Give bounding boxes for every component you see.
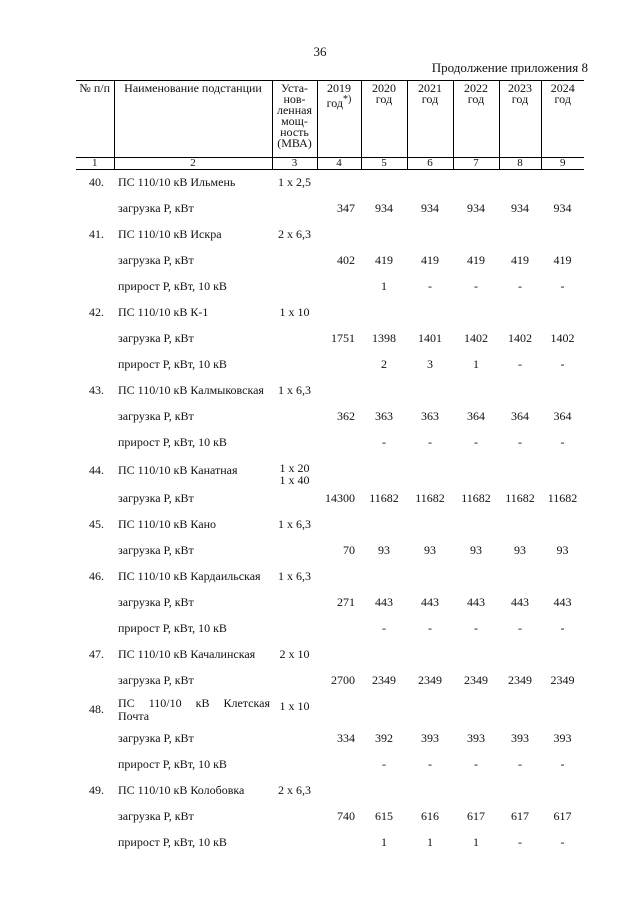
table-row (76, 564, 584, 590)
page-number: 36 (313, 44, 327, 59)
row-value-2023: 11682 (505, 491, 535, 505)
row-number: 42. (89, 305, 104, 319)
row-name: прирост Р, кВт, 10 кВ (118, 435, 227, 449)
row-value-2023 (499, 642, 541, 668)
row-value-2023: 934 (511, 201, 529, 215)
header-year-2024: 2024 год (541, 81, 584, 158)
table-row (76, 752, 584, 778)
row-value-2020: 1 (381, 835, 387, 849)
row-capacity (272, 486, 317, 512)
row-value-2022 (453, 300, 499, 326)
row-capacity (272, 804, 317, 830)
row-capacity (272, 616, 317, 642)
row-name: загрузка Р, кВт (118, 673, 194, 687)
row-value-2020 (361, 300, 407, 326)
row-number (76, 430, 114, 456)
row-number: 40. (89, 175, 104, 190)
row-capacity (272, 274, 317, 300)
row-value-2019 (317, 456, 361, 486)
row-capacity (272, 196, 317, 222)
row-value-2021: 419 (421, 253, 439, 267)
row-capacity: 2 х 6,3 (278, 782, 311, 797)
row-capacity (272, 590, 317, 616)
row-name: ПС 110/10 кВ Искра (118, 227, 222, 241)
row-value-2020 (361, 378, 407, 404)
table-row (76, 590, 584, 616)
row-value-2021: 2349 (418, 673, 442, 687)
row-value-2021: 443 (421, 595, 439, 609)
row-number (76, 668, 114, 694)
row-value-2019 (317, 564, 361, 590)
row-value-2019: 362 (337, 409, 355, 423)
row-value-2019 (317, 274, 361, 300)
row-name: загрузка Р, кВт (118, 253, 194, 267)
row-value-2024 (541, 512, 584, 538)
row-number: 43. (89, 383, 104, 397)
row-value-2023: - (518, 435, 522, 449)
row-value-2022 (453, 564, 499, 590)
row-value-2021: 3 (427, 357, 433, 371)
row-value-2024: 419 (553, 253, 572, 267)
header-year-2022: 2022 год (453, 81, 499, 158)
row-value-2021 (407, 378, 453, 404)
footnote-mark: *) (343, 94, 352, 105)
row-value-2022: - (474, 757, 478, 771)
row-value-2023 (499, 512, 541, 538)
row-name: ПС 110/10 кВ Качалинская (118, 647, 256, 661)
row-value-2022 (453, 642, 499, 668)
continuation-label: Продолжение приложения 8 (431, 60, 588, 75)
row-value-2024 (541, 564, 584, 590)
row-value-2024 (541, 642, 584, 668)
row-value-2020: 615 (375, 809, 393, 823)
table-body (76, 170, 584, 856)
row-value-2023: 617 (511, 809, 529, 823)
row-name: загрузка Р, кВт (118, 809, 194, 823)
row-name: ПС 110/10 кВ Канатная (118, 463, 238, 477)
row-value-2019: 1751 (331, 331, 355, 345)
row-number: 41. (89, 227, 104, 241)
row-value-2023: 2349 (508, 673, 532, 687)
row-value-2020: - (382, 435, 386, 449)
table-row (76, 352, 584, 378)
row-value-2019: 2700 (331, 673, 355, 687)
row-value-2019 (317, 430, 361, 456)
row-value-2019 (317, 752, 361, 778)
row-value-2022: 617 (467, 809, 485, 823)
row-value-2023: 1402 (508, 331, 532, 345)
row-name: загрузка Р, кВт (118, 491, 194, 505)
col-number: 4 (317, 158, 361, 170)
row-value-2020 (361, 564, 407, 590)
row-value-2023: - (518, 757, 522, 771)
row-value-2020 (361, 170, 407, 196)
row-value-2022: 393 (467, 731, 485, 745)
row-value-2024: 934 (553, 201, 572, 215)
row-value-2022: - (474, 435, 478, 449)
row-capacity (272, 326, 317, 352)
row-value-2024 (541, 456, 584, 486)
table-row (76, 668, 584, 694)
row-number (76, 830, 114, 856)
row-number (76, 352, 114, 378)
row-value-2021: 934 (421, 201, 439, 215)
row-number (76, 486, 114, 512)
row-value-2022: - (474, 621, 478, 635)
table-row (76, 694, 584, 726)
row-name: ПС 110/10 кВ Колобовка (118, 783, 245, 797)
header-name: Наименование подстанции (114, 81, 272, 158)
table-row (76, 726, 584, 752)
table-row (76, 378, 584, 404)
row-value-2020 (361, 778, 407, 804)
row-value-2019 (317, 352, 361, 378)
row-value-2021: 1401 (418, 331, 442, 345)
row-name: загрузка Р, кВт (118, 409, 194, 423)
row-value-2024: - (560, 621, 565, 635)
table-row (76, 222, 584, 248)
row-value-2022: 934 (467, 201, 485, 215)
row-value-2019 (317, 616, 361, 642)
row-value-2021: 616 (421, 809, 439, 823)
row-value-2021: 1 (427, 835, 433, 849)
row-value-2022 (453, 222, 499, 248)
table-row (76, 538, 584, 564)
row-value-2024: 11682 (547, 491, 578, 505)
row-value-2024 (541, 170, 584, 196)
row-value-2020: 934 (375, 201, 393, 215)
row-capacity (272, 752, 317, 778)
row-value-2020 (361, 642, 407, 668)
table-row (76, 804, 584, 830)
row-name: прирост Р, кВт, 10 кВ (118, 621, 227, 635)
col-number: 6 (407, 158, 453, 170)
row-value-2022 (453, 378, 499, 404)
row-value-2021: - (428, 435, 432, 449)
row-value-2023 (499, 564, 541, 590)
row-value-2021: - (428, 757, 432, 771)
row-value-2020 (361, 456, 407, 486)
row-value-2022: 93 (470, 543, 482, 557)
row-value-2022: 443 (467, 595, 485, 609)
row-value-2023: - (518, 279, 522, 293)
row-value-2024 (541, 378, 584, 404)
row-value-2021 (407, 564, 453, 590)
row-name: прирост Р, кВт, 10 кВ (118, 357, 227, 371)
row-value-2021 (407, 642, 453, 668)
row-value-2024: - (560, 279, 565, 293)
row-value-2022 (453, 170, 499, 196)
row-value-2019 (317, 512, 361, 538)
table-row (76, 326, 584, 352)
row-value-2023 (499, 378, 541, 404)
table-row (76, 642, 584, 668)
row-value-2019: 334 (337, 731, 355, 745)
row-value-2019: 347 (337, 201, 355, 215)
row-value-2024: 364 (553, 409, 572, 423)
row-name: загрузка Р, кВт (118, 731, 194, 745)
row-value-2022 (453, 456, 499, 486)
row-value-2019: 740 (337, 809, 355, 823)
row-value-2022: 364 (467, 409, 485, 423)
row-value-2020: - (382, 757, 386, 771)
row-number (76, 274, 114, 300)
row-name: прирост Р, кВт, 10 кВ (118, 835, 227, 849)
table-row (76, 512, 584, 538)
row-value-2020: 2349 (372, 673, 396, 687)
row-value-2022: - (474, 279, 478, 293)
row-capacity: 2 х 6,3 (278, 226, 311, 241)
row-value-2019 (317, 694, 361, 726)
row-value-2020: 1398 (372, 331, 396, 345)
row-value-2022: 11682 (461, 491, 491, 505)
row-value-2019: 402 (337, 253, 355, 267)
row-number (76, 590, 114, 616)
row-value-2019 (317, 170, 361, 196)
table-row (76, 616, 584, 642)
row-name: загрузка Р, кВт (118, 595, 194, 609)
table-row (76, 778, 584, 804)
row-value-2022: 2349 (464, 673, 488, 687)
row-capacity: 1 х 6,3 (278, 516, 311, 531)
row-value-2023 (499, 456, 541, 486)
row-number (76, 726, 114, 752)
row-capacity (272, 668, 317, 694)
substation-table (76, 80, 584, 856)
row-number: 48. (89, 702, 104, 716)
row-number (76, 196, 114, 222)
row-value-2022: 1402 (464, 331, 488, 345)
row-value-2019 (317, 830, 361, 856)
table-row (76, 248, 584, 274)
table-row (76, 300, 584, 326)
row-value-2021: 363 (421, 409, 439, 423)
row-capacity (272, 248, 317, 274)
row-name: загрузка Р, кВт (118, 201, 194, 215)
row-value-2020: 2 (381, 357, 387, 371)
row-value-2020 (361, 694, 407, 726)
row-value-2020: 419 (375, 253, 393, 267)
row-number (76, 326, 114, 352)
row-capacity: 1 х 20 1 х 40 (279, 460, 310, 487)
row-number (76, 616, 114, 642)
row-value-2019 (317, 300, 361, 326)
row-value-2021 (407, 694, 453, 726)
row-value-2024 (541, 694, 584, 726)
row-value-2023: 364 (511, 409, 529, 423)
row-number: 49. (89, 783, 104, 797)
row-value-2019 (317, 222, 361, 248)
row-value-2020: 93 (378, 543, 390, 557)
row-capacity (272, 726, 317, 752)
table-row (76, 196, 584, 222)
row-number (76, 404, 114, 430)
row-value-2023: - (518, 357, 522, 371)
row-value-2024: 1402 (550, 331, 575, 345)
row-capacity (272, 430, 317, 456)
row-value-2020 (361, 222, 407, 248)
header-row (76, 81, 584, 158)
row-capacity: 1 х 2,5 (278, 175, 311, 189)
row-value-2021 (407, 222, 453, 248)
row-value-2023 (499, 222, 541, 248)
row-value-2023 (499, 778, 541, 804)
row-number (76, 538, 114, 564)
row-value-2021 (407, 170, 453, 196)
row-capacity (272, 404, 317, 430)
col-number: 3 (272, 158, 317, 170)
row-name: ПС 110/10 кВ Клетская Почта (118, 695, 270, 723)
row-value-2019 (317, 778, 361, 804)
row-value-2023 (499, 694, 541, 726)
row-value-2024: 617 (553, 809, 572, 823)
header-num: № п/п (76, 81, 114, 158)
row-capacity: 1 х 10 (279, 698, 310, 713)
header-year-2019: 2019 год*) (317, 81, 361, 158)
row-value-2020: - (382, 621, 386, 635)
row-value-2024 (541, 778, 584, 804)
row-value-2023: 443 (511, 595, 529, 609)
row-value-2020: 1 (381, 279, 387, 293)
table-row (76, 830, 584, 856)
row-name: ПС 110/10 кВ Кано (118, 517, 216, 531)
row-value-2020: 392 (375, 731, 393, 745)
row-value-2021 (407, 512, 453, 538)
row-number (76, 752, 114, 778)
col-number: 9 (541, 158, 584, 170)
row-value-2023 (499, 300, 541, 326)
row-value-2022 (453, 694, 499, 726)
row-value-2019: 271 (337, 595, 355, 609)
table-row (76, 430, 584, 456)
row-capacity: 1 х 10 (279, 304, 310, 319)
column-number-row (76, 158, 584, 170)
row-value-2019: 70 (343, 543, 355, 557)
row-value-2022: 419 (467, 253, 485, 267)
row-name: прирост Р, кВт, 10 кВ (118, 279, 227, 293)
row-value-2024 (541, 300, 584, 326)
row-number: 47. (89, 647, 104, 661)
row-capacity: 1 х 6,3 (278, 382, 311, 397)
row-number: 45. (89, 517, 104, 531)
table-row (76, 404, 584, 430)
row-name: ПС 110/10 кВ Кардаильская (118, 569, 261, 583)
row-value-2023 (499, 170, 541, 196)
row-value-2023: 393 (511, 731, 529, 745)
row-value-2021: - (428, 621, 432, 635)
col-number: 8 (499, 158, 541, 170)
row-name: прирост Р, кВт, 10 кВ (118, 757, 227, 771)
header-year-2020: 2020 год (361, 81, 407, 158)
col-number: 1 (76, 158, 114, 170)
row-value-2021 (407, 778, 453, 804)
row-value-2023: 93 (514, 543, 526, 557)
header-capacity: Уста-нов-ленная мощ-ность (МВА) (272, 81, 317, 158)
row-value-2021: 11682 (415, 491, 445, 505)
row-value-2023: - (518, 621, 522, 635)
row-name: ПС 110/10 кВ Ильмень (118, 175, 236, 190)
row-value-2021 (407, 456, 453, 486)
row-number (76, 248, 114, 274)
row-capacity (272, 538, 317, 564)
table-row (76, 486, 584, 512)
row-value-2021: 93 (424, 543, 436, 557)
row-value-2020: 11682 (369, 491, 399, 505)
row-value-2021: - (428, 279, 432, 293)
row-number: 46. (89, 569, 104, 583)
row-number: 44. (89, 463, 104, 477)
row-name: ПС 110/10 кВ Калмыковская (118, 383, 264, 397)
row-capacity: 1 х 6,3 (278, 568, 311, 583)
row-number (76, 804, 114, 830)
row-value-2020: 363 (375, 409, 393, 423)
row-value-2022: 1 (473, 835, 479, 849)
row-value-2022 (453, 778, 499, 804)
row-capacity (272, 352, 317, 378)
row-value-2020: 443 (375, 595, 393, 609)
col-number: 7 (453, 158, 499, 170)
row-value-2019 (317, 378, 361, 404)
row-value-2024 (541, 222, 584, 248)
row-value-2024: 2349 (550, 673, 575, 687)
row-name: ПС 110/10 кВ К-1 (118, 305, 209, 319)
header-year-2023: 2023 год (499, 81, 541, 158)
row-value-2024: 393 (553, 731, 572, 745)
row-capacity (272, 830, 317, 856)
row-name: загрузка Р, кВт (118, 543, 194, 557)
row-value-2021 (407, 300, 453, 326)
row-capacity: 2 х 10 (279, 646, 310, 661)
row-value-2019 (317, 642, 361, 668)
row-value-2019: 14300 (325, 491, 355, 505)
table-row (76, 456, 584, 486)
row-value-2024: - (560, 757, 565, 771)
row-value-2023: 419 (511, 253, 529, 267)
col-number: 2 (114, 158, 272, 170)
row-value-2024: 443 (553, 595, 572, 609)
table-row (76, 274, 584, 300)
row-name: загрузка Р, кВт (118, 331, 194, 345)
col-number: 5 (361, 158, 407, 170)
row-value-2023: - (518, 835, 522, 849)
row-value-2024: 93 (556, 543, 569, 557)
row-value-2020 (361, 512, 407, 538)
row-value-2024: - (560, 435, 565, 449)
header-year-2021: 2021 год (407, 81, 453, 158)
table-row (76, 170, 584, 196)
row-value-2022: 1 (473, 357, 479, 371)
row-value-2024: - (560, 357, 565, 371)
row-value-2022 (453, 512, 499, 538)
row-value-2024: - (560, 835, 565, 849)
row-value-2021: 393 (421, 731, 439, 745)
